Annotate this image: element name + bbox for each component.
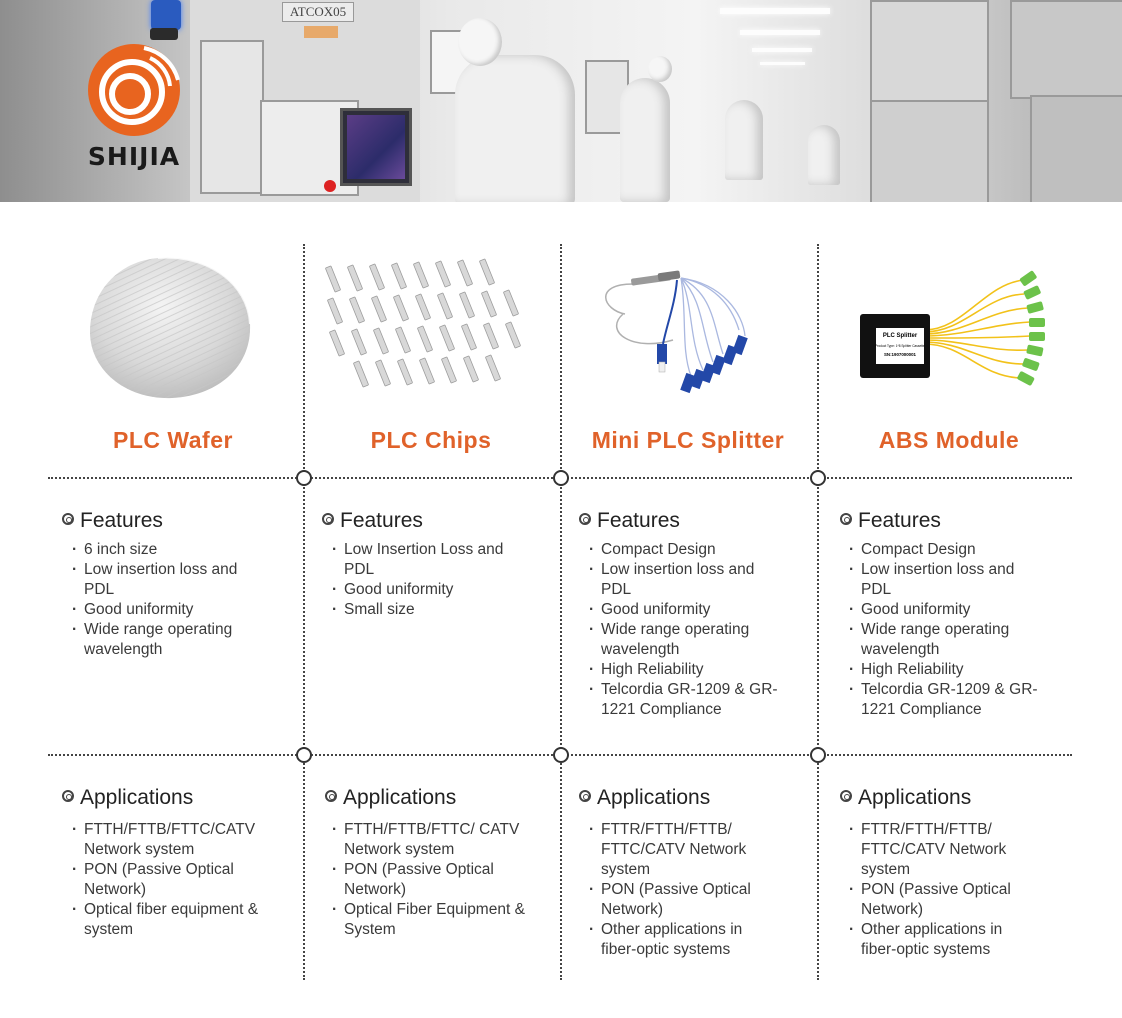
mini-plc-splitter-image (563, 244, 813, 404)
list-item: · High Reliability (847, 660, 1047, 680)
splitter-icon (563, 244, 813, 404)
plc-chip (441, 357, 456, 383)
ceiling-light (720, 8, 830, 14)
plc-chip (481, 291, 496, 317)
cleanroom-banner (0, 0, 1122, 202)
list-item: · Small size (330, 600, 520, 620)
list-item: · Telcordia GR-1209 & GR-1221 Compliance (587, 680, 787, 720)
features-heading: Features (840, 509, 941, 533)
plc-chip (437, 293, 452, 319)
wafer-icon (48, 244, 298, 404)
column-divider (817, 244, 819, 980)
banner-worker-head (458, 18, 502, 66)
features-heading: Features (579, 509, 680, 533)
bullet-ring-icon (322, 513, 334, 525)
shijia-logo (84, 40, 184, 170)
plc-chips-image (306, 244, 556, 404)
plc-chip (485, 355, 500, 381)
plc-chip (417, 326, 432, 352)
list-item: · FTTR/FTTH/FTTB/ FTTC/CATV Network system (847, 820, 1037, 880)
abs-module-icon (824, 244, 1074, 404)
list-item: · Optical Fiber Equipment & System (330, 900, 545, 940)
list-item: · Wide range operating wavelength (70, 620, 270, 660)
plc-chip (373, 328, 388, 354)
plc-chip (391, 263, 406, 289)
product-title: ABS Module (878, 427, 1020, 453)
banner-monitor (340, 108, 412, 186)
list-item: · Low insertion loss and PDL (70, 560, 270, 600)
list-item: · PON (Passive Optical Network) (587, 880, 777, 920)
plc-chip (435, 261, 450, 287)
list-item: · Good uniformity (847, 600, 1047, 620)
plc-wafer-image (48, 244, 298, 404)
list-item: · Good uniformity (587, 600, 787, 620)
module-label-title: PLC Splitter (882, 333, 918, 339)
applications-heading: Applications (579, 786, 710, 810)
banner-cabinet-upper (870, 0, 989, 104)
banner-room-tag (304, 26, 338, 38)
plc-chip (325, 266, 340, 292)
applications-heading: Applications (325, 786, 456, 810)
grid-node (296, 747, 312, 763)
plc-chip (327, 298, 342, 324)
banner-red-button (324, 180, 336, 192)
applications-list (847, 820, 1037, 960)
plc-chip (503, 290, 518, 316)
product-title: Mini PLC Splitter (591, 427, 785, 453)
list-item: · Wide range operating wavelength (847, 620, 1047, 660)
banner-worker (455, 55, 575, 202)
list-item: · PON (Passive Optical Network) (330, 860, 545, 900)
list-item: · Good uniformity (70, 600, 270, 620)
list-item: · Low insertion loss and PDL (847, 560, 1047, 600)
banner-worker (725, 100, 763, 180)
plc-chip (351, 329, 366, 355)
plc-chip (393, 295, 408, 321)
list-item: · 6 inch size (70, 540, 270, 560)
banner-beacon-light (151, 0, 181, 30)
product-title: PLC Wafer (113, 427, 233, 453)
banner-worker (620, 78, 670, 202)
list-item: · PON (Passive Optical Network) (847, 880, 1037, 920)
banner-room-sign: ATCOX05 (282, 2, 354, 22)
list-item: · Low Insertion Loss and PDL (330, 540, 520, 580)
features-list (330, 540, 520, 620)
grid-node (810, 747, 826, 763)
applications-list (330, 820, 545, 940)
plc-chip (369, 264, 384, 290)
plc-chip (371, 296, 386, 322)
ceiling-light (740, 30, 820, 35)
list-item: · FTTH/FTTB/FTTC/ CATV Network system (330, 820, 545, 860)
plc-chip (479, 259, 494, 285)
plc-chip (347, 265, 362, 291)
list-item: · Optical fiber equipment & system (70, 900, 295, 940)
module-label-type: Product Type: 1*8 Splitter Cassette (875, 344, 925, 348)
bullet-ring-icon (579, 790, 591, 802)
features-list (587, 540, 787, 720)
plc-chip (375, 360, 390, 386)
ceiling-light (752, 48, 812, 52)
banner-worker (808, 125, 840, 185)
plc-chip (329, 330, 344, 356)
plc-chip (395, 327, 410, 353)
banner-door (200, 40, 264, 194)
module-label-sn: SN:1907000001 (884, 352, 916, 357)
ceiling-light (760, 62, 805, 65)
list-item: · PON (Passive Optical Network) (70, 860, 295, 900)
list-item: · Telcordia GR-1209 & GR-1221 Compliance (847, 680, 1047, 720)
column-divider (560, 244, 562, 980)
plc-chip (397, 359, 412, 385)
list-item: · Low insertion loss and PDL (587, 560, 787, 600)
bullet-ring-icon (840, 790, 852, 802)
product-title: PLC Chips (370, 427, 492, 453)
plc-chip (457, 260, 472, 286)
bullet-ring-icon (325, 790, 337, 802)
applications-list (587, 820, 777, 960)
plc-chip (459, 292, 474, 318)
shijia-logo-icon (84, 40, 184, 140)
grid-node (810, 470, 826, 486)
bullet-ring-icon (62, 790, 74, 802)
bullet-ring-icon (579, 513, 591, 525)
grid-node (296, 470, 312, 486)
features-heading: Features (62, 509, 163, 533)
banner-cabinet-right-lower (1030, 95, 1122, 202)
plc-chip (505, 322, 520, 348)
list-item: · Wide range operating wavelength (587, 620, 787, 660)
applications-list (70, 820, 295, 940)
plc-chip (415, 294, 430, 320)
list-item: · Other applications in fiber-optic systems (587, 920, 777, 960)
banner-worker-head (648, 56, 672, 82)
list-item: · Compact Design (847, 540, 1047, 560)
chips-icon (306, 244, 556, 404)
list-item: · FTTH/FTTB/FTTC/CATV Network system (70, 820, 295, 860)
applications-heading: Applications (840, 786, 971, 810)
features-list (70, 540, 270, 660)
list-item: · Good uniformity (330, 580, 520, 600)
plc-chip (349, 297, 364, 323)
plc-chip (483, 323, 498, 349)
plc-chip (419, 358, 434, 384)
bullet-ring-icon (62, 513, 74, 525)
applications-heading: Applications (62, 786, 193, 810)
list-item: · FTTR/FTTH/FTTB/ FTTC/CATV Network system (587, 820, 777, 880)
plc-chip (461, 324, 476, 350)
list-item: · Compact Design (587, 540, 787, 560)
banner-beacon-base (150, 28, 178, 40)
list-item: · Other applications in fiber-optic systems (847, 920, 1037, 960)
column-divider (303, 244, 305, 980)
features-list (847, 540, 1047, 720)
bullet-ring-icon (840, 513, 852, 525)
grid-node (553, 747, 569, 763)
plc-chip (413, 262, 428, 288)
features-heading: Features (322, 509, 423, 533)
plc-chip (463, 356, 478, 382)
plc-chip (353, 361, 368, 387)
abs-module-image (824, 244, 1074, 404)
banner-cabinet-right (1010, 0, 1122, 99)
plc-chip (439, 325, 454, 351)
list-item: · High Reliability (587, 660, 787, 680)
grid-node (553, 470, 569, 486)
banner-cabinet-lower (870, 100, 989, 202)
brand-name: SHIJIA (87, 142, 181, 171)
